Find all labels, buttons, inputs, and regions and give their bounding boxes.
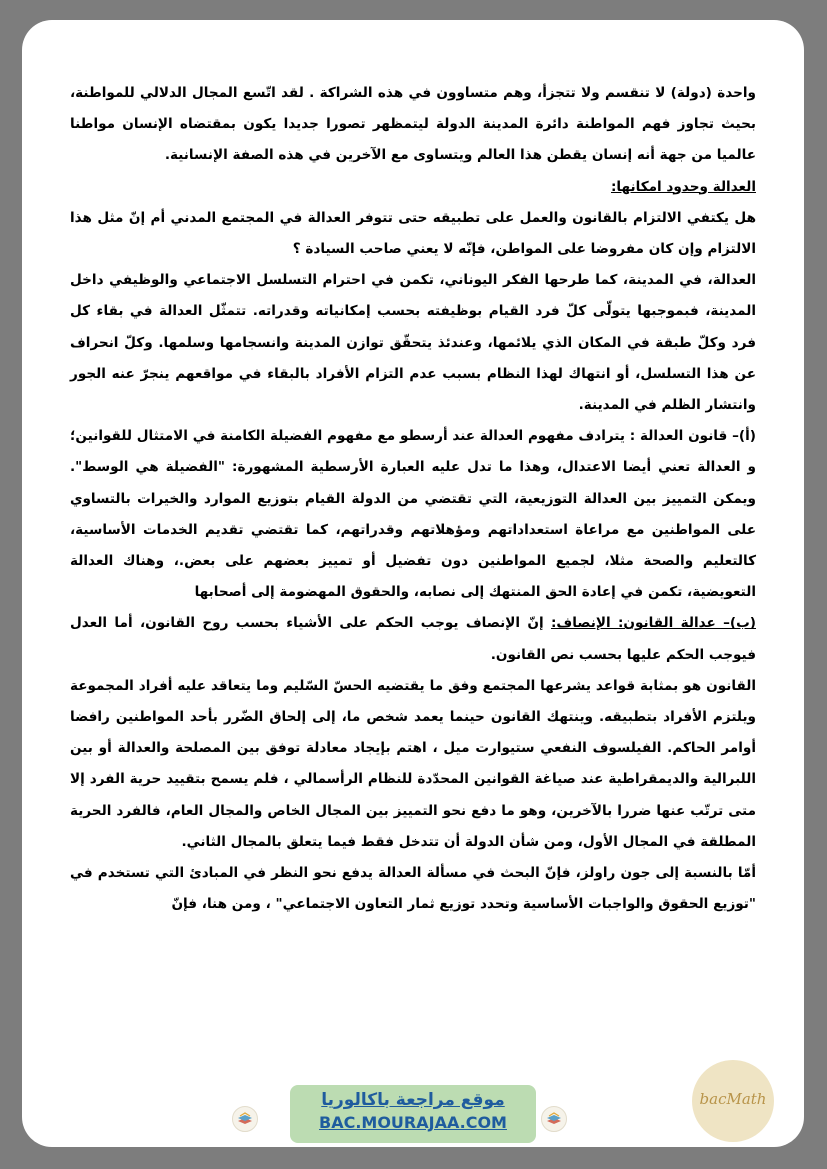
document-body xyxy=(70,78,756,920)
site-banner[interactable] xyxy=(290,1085,536,1143)
equity-label: (ب)– عدالة القانون: الإنصاف: xyxy=(551,615,756,632)
section-heading: العدالة وحدود امكانها: xyxy=(611,178,756,195)
paragraph-question: هل يكتفي الالتزام بالقانون والعمل على تطبيقه حتى تتوفر العدالة في المجتمع المدني أم إنّ مثل هذا الالتزام وإن كان مفروضا على المواطن، فإنّه لا يعني صاحب السيادة ؟ xyxy=(70,209,756,258)
paragraph-mill: القانون هو بمثابة قواعد يشرعها المجتمع وفق ما يقتضيه الحسّ السّليم وما يتعاقد عليه أفراد المجموعة ويلتزم الأفراد بتطبيقه. وينتهك القانون حينما يعمد شخص ما، إلى إلحاق الضّرر بأحد المواطنين رافضا أوامر الحاكم. الفيلسوف النفعي ستيوارت ميل ، اهتم بإيجاد معادلة توفق بين المصلحة والعدالة أو بين اللبرالية والديمقراطية عند صياغة القوانين المحدّدة للنظام الرأسمالي ، فلم يسمح بتقييد حرية الفرد إلا متى ترتّب عنها ضررا بالآخرين، وهو ما دفع نحو التمييز بين المجال الخاص والمجال العام، فالفرد الحرية المطلقة في المجال الأول، ومن شأن الدولة أن تتدخل فقط فيما يتعلق بالمجال الثاني. xyxy=(70,677,756,850)
banner-arabic-title[interactable]: موقع مراجعة باكالوريا xyxy=(321,1090,505,1110)
document-page xyxy=(22,20,804,1147)
paragraph-equity xyxy=(70,608,756,670)
site-logo-right xyxy=(541,1106,567,1132)
bacmath-badge xyxy=(692,1060,774,1142)
equity-text: إنّ الإنصاف يوجب الحكم على الأشياء بحسب روح القانون، أما العدل فيوجب الحكم عليها بحسب نص القانون. xyxy=(70,615,756,663)
book-icon xyxy=(542,1107,566,1131)
paragraph-rawls: أمّا بالنسبة إلى جون راولز، فإنّ البحث في مسألة العدالة يدفع نحو النظر في المبادئ التي تستخدم في "توزيع الحقوق والواجبات الأساسية وتحدد توزيع ثمار التعاون الاجتماعي" ، ومن هنا، فإنّ xyxy=(70,865,756,913)
book-icon xyxy=(233,1107,257,1131)
badge-text: bacMath xyxy=(699,1090,767,1108)
paragraph-citizenship: واحدة (دولة) لا تنقسم ولا تتجزأ، وهم متساوون في هذه الشراكة . لقد اتّسع المجال الدلالي للمواطنة، بحيث تجاوز فهم المواطنة دائرة المدينة الدولة ليتمظهر تصورا جديدا يكون بمقتضاه الإنسان مواطنا عالميا من جهة أنه إنسان يقطن هذا العالم ويتساوى مع الآخرين في هذه الصفة الإنسانية. xyxy=(70,85,756,164)
paragraph-greek-justice: العدالة، في المدينة، كما طرحها الفكر اليوناني، تكمن في احترام التسلسل الاجتماعي والوظيفي داخل المدينة، فبموجبها يتولّى كلّ فرد القيام بوظيفته بحسب إمكانياته وقدراته. تتمثّل العدالة في بقاء كل فرد وكلّ طبقة في المكان الذي يلائمها، وعندئذ يتحقّق توازن المدينة وانسجامها وسلمها. وكلّ انحراف عن هذا التسلسل، أو انتهاك لهذا النظام بسبب عدم التزام الأفراد بالبقاء في مواقعهم ينجرّ عنه الجور وانتشار الظلم في المدينة. xyxy=(70,272,756,414)
paragraph-aristotle: (أ)– قانون العدالة : يترادف مفهوم العدالة عند أرسطو مع مفهوم الفضيلة الكامنة في الامتثال للقوانين؛ و العدالة تعني أيضا الاعتدال، وهذا ما تدل عليه العبارة الأرسطية المشهورة: "الفضيلة هي الوسط". ويمكن التمييز بين العدالة التوزيعية، التي تقتضي من الدولة القيام بتوزيع الموارد والخيرات بالتساوي على المواطنين مع مراعاة استعداداتهم ومؤهلاتهم وقدراتهم، كما تقتضي تقديم الخدمات الأساسية، كالتعليم والصحة مثلا، لجميع المواطنين دون تفضيل أو تمييز بعضهم على بعض.، وهناك العدالة التعويضية، تكمن في إعادة الحق المنتهك إلى نصابه، والحقوق المهضومة إلى أصحابها xyxy=(70,428,756,601)
banner-url-link[interactable]: BAC.MOURAJAA.COM xyxy=(319,1113,507,1132)
site-logo-left xyxy=(232,1106,258,1132)
